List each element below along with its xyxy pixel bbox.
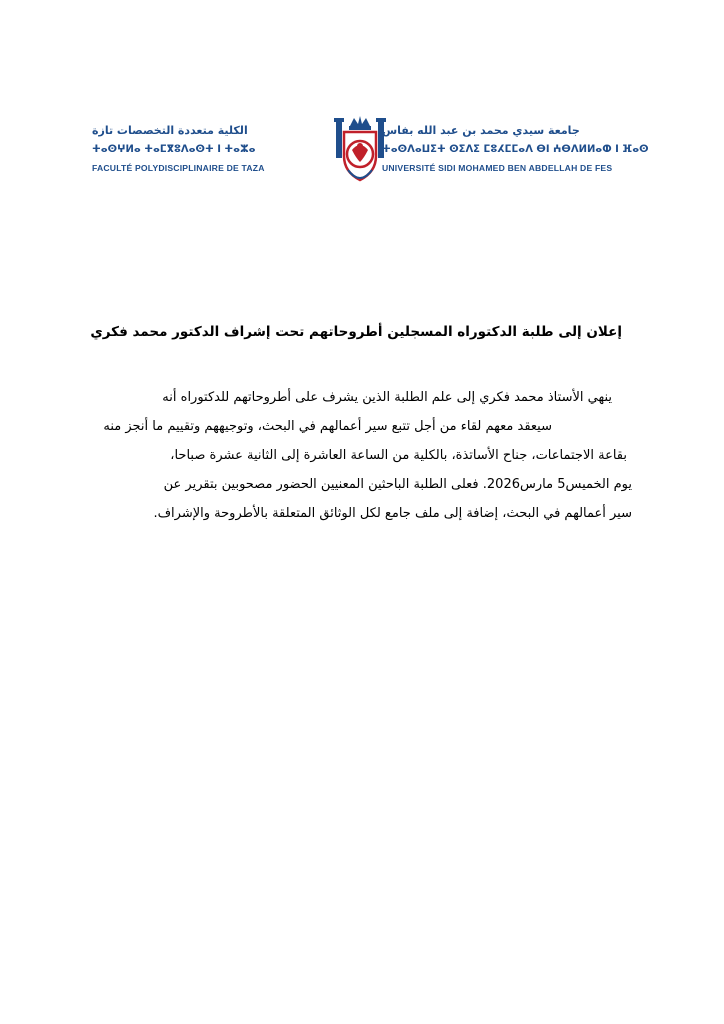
- body-line: ينهي الأستاذ محمد فكري إلى علم الطلبة الذين يشرف على أطروحاتهم للدكتوراه أنه: [162, 390, 612, 405]
- letterhead: [0, 110, 724, 190]
- body-line: بقاعة الاجتماعات، جناح الأساتذة، بالكلية من الساعة العاشرة إلى الثانية عشرة صباحا،: [170, 448, 627, 463]
- faculty-name-french: FACULTÉ POLYDISCIPLINAIRE DE TAZA: [92, 163, 265, 173]
- faculty-name-arabic: الكلية متعددة التخصصات تازة: [92, 124, 248, 137]
- faculty-name-tifinagh: ⵜⴰⵙⵖⵍⴰ ⵜⴰⵎⴳⵓⴷⴰⵙⵜ ⵏ ⵜⴰⵣⴰ: [92, 144, 256, 155]
- university-name-french: UNIVERSITÉ SIDI MOHAMED BEN ABDELLAH DE FES: [382, 163, 613, 173]
- body-line: سيعقد معهم لقاء من أجل تتبع سير أعمالهم في البحث، وتوجيههم وتقييم ما أنجز منه: [103, 419, 552, 434]
- body-line: يوم الخميس5 مارس2026. فعلى الطلبة الباحثين المعنيين الحضور مصحوبين بتقرير عن: [163, 477, 632, 492]
- university-name-tifinagh: ⵜⴰⵙⴷⴰⵡⵉⵜ ⵙⵉⴷⵉ ⵎⵓⵃⵎⵎⴰⴷ ⴱⵏ ⵄⴱⴷⵍⵍⴰⵀ ⵏ ⴼⴰⵙ: [382, 144, 649, 155]
- announcement-body: [92, 383, 632, 528]
- faculty-block: [92, 124, 342, 174]
- university-crest-icon: [330, 110, 390, 190]
- university-block: [382, 124, 649, 174]
- body-line: سير أعمالهم في البحث، إضافة إلى ملف جامع لكل الوثائق المتعلقة بالأطروحة والإشراف.: [153, 506, 632, 521]
- announcement-title: إعلان إلى طلبة الدكتوراه المسجلين أطروحاتهم تحت إشراف الدكتور محمد فكري: [90, 324, 622, 340]
- university-name-arabic: جامعة سيدي محمد بن عبد الله بفاس: [382, 124, 580, 137]
